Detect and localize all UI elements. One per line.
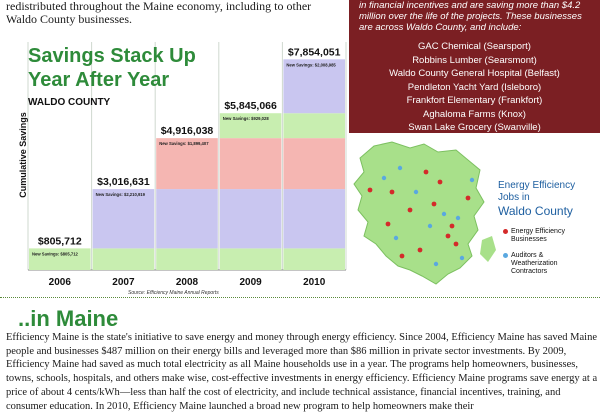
business-dot	[466, 196, 471, 201]
new-savings-label: New Savings: $2,210,919	[95, 192, 145, 198]
island-shape	[480, 236, 496, 262]
business-dot	[424, 170, 429, 175]
map-svg	[352, 140, 498, 288]
auditor-dot	[442, 212, 446, 216]
auditor-dot	[398, 166, 402, 170]
business-dot	[408, 208, 413, 213]
intro-text: redistributed throughout the Maine economy, including to other Waldo County businesses.	[6, 0, 312, 26]
x-tick-label: 2010	[303, 277, 326, 288]
x-tick-label: 2007	[112, 277, 135, 288]
source-note: Source: Efficiency Maine Annual Reports	[128, 290, 219, 296]
auditor-dot	[460, 256, 464, 260]
total-label: $4,916,038	[160, 125, 214, 138]
business-legend-icon	[503, 229, 508, 234]
business-dot	[386, 222, 391, 227]
business-dot	[446, 234, 451, 239]
bar-segment	[156, 189, 218, 248]
bar-segment	[283, 189, 345, 248]
bar-segment	[220, 138, 282, 189]
bar-segment	[220, 189, 282, 248]
new-savings-label: New Savings: $2,008,985	[286, 62, 336, 68]
total-label: $3,016,631	[97, 176, 150, 189]
business-dot	[418, 248, 423, 253]
county-label: WALDO COUNTY	[28, 97, 111, 108]
x-tick-label: 2006	[48, 277, 71, 288]
list-item: Robbins Lumber (Searsmont)	[412, 54, 537, 66]
total-label: $5,845,066	[224, 100, 277, 113]
auditor-dot	[394, 236, 398, 240]
new-savings-label: New Savings: $805,712	[32, 251, 78, 257]
businesses-panel	[349, 0, 600, 133]
chart-title-line1: Savings Stack Up	[28, 45, 196, 67]
auditor-dot	[456, 216, 460, 220]
legend-title-line2: Jobs in	[498, 192, 530, 203]
x-tick-label: 2008	[175, 277, 199, 288]
bar-segment	[283, 138, 345, 189]
auditor-legend-icon	[503, 253, 508, 258]
new-savings-label: New Savings: $1,899,407	[159, 141, 209, 147]
county-shape	[354, 142, 484, 284]
list-item: Swan Lake Grocery (Swanville)	[408, 122, 541, 133]
auditor-dot	[428, 224, 432, 228]
bar-segment	[283, 59, 345, 113]
waldo-county-map	[352, 140, 498, 293]
legend-businesses: Energy Efficiency Businesses	[511, 228, 565, 243]
bar-segment	[283, 248, 345, 270]
business-dot	[450, 224, 455, 229]
list-item: Pendleton Yacht Yard (Isleboro)	[407, 81, 542, 93]
business-dot	[432, 202, 437, 207]
business-dot	[390, 190, 395, 195]
section-divider	[0, 297, 600, 298]
x-tick-label: 2009	[239, 277, 262, 288]
auditor-dot	[414, 190, 418, 194]
maine-heading: ..in Maine	[18, 306, 119, 331]
total-label: $7,854,051	[287, 46, 341, 59]
legend-title-line3: Waldo County	[498, 204, 573, 218]
business-dot	[438, 180, 443, 185]
list-item: Frankfort Elementary (Frankfort)	[406, 95, 543, 106]
legend-title-line1: Energy Efficiency	[498, 180, 576, 191]
business-list	[349, 40, 600, 135]
chart-title-line2: Year After Year	[28, 69, 170, 91]
list-item: Waldo County General Hospital (Belfast)	[389, 68, 560, 79]
legend-auditors: Auditors & Weatherization Contractors	[511, 252, 558, 275]
bar-segment	[156, 248, 218, 270]
bar-segment	[93, 248, 155, 270]
total-label: $805,712	[37, 235, 82, 248]
y-axis-label: Cumulative Savings	[18, 112, 28, 198]
business-dot	[454, 242, 459, 247]
businesses-intro: in financial incentives and are saving more than $4.2 million over the life of the projects. These businesses are across Waldo County, and include:	[359, 0, 582, 33]
list-item: GAC Chemical (Searsport)	[418, 41, 531, 52]
maine-body-text: Efficiency Maine is the state's initiative to save energy and money through energy efficiency. Since 2004, Efficiency Maine has saved Maine people and businesses $487 million on their energy bills and leveraged more than $86 million in private sector investments. By 2009, Efficiency Maine had saved as much total electricity as all Maine households use in a year. The programs help homeowners, businesses, towns, schools, hospitals, and others make wise, cost-effective investments in energy efficiency. Efficiency Maine programs save energy at a price of about 4 cents/kWh—less than half the cost of electricity, and include technical assistance, financial incentives, training, and consumer education. In 2010, Efficiency Maine launched a broad new program to help homeowners make their	[6, 332, 598, 412]
list-item: Aghaloma Farms (Knox)	[423, 108, 526, 120]
auditor-dot	[382, 176, 386, 180]
business-dot	[368, 188, 373, 193]
auditor-dot	[434, 262, 438, 266]
new-savings-label: New Savings: $929,028	[222, 116, 269, 122]
legend-title	[498, 180, 598, 218]
bar-segment	[220, 248, 282, 270]
chart-title	[28, 44, 258, 92]
auditor-dot	[470, 178, 474, 182]
bar-segment	[93, 189, 155, 248]
business-dot	[400, 254, 405, 259]
bar-segment	[283, 113, 345, 138]
